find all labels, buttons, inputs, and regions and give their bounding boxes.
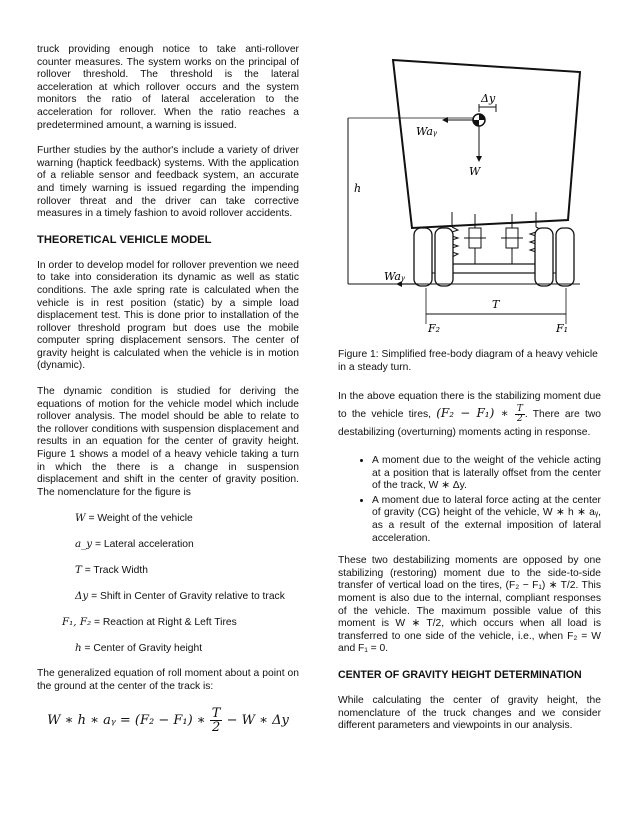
vehicle-body xyxy=(393,60,580,228)
center-of-gravity-marker xyxy=(473,114,485,126)
fraction-numerator: T xyxy=(211,705,221,721)
label-f1: F₁ xyxy=(556,322,569,335)
arrowhead xyxy=(476,156,482,162)
nomenclature-symbol: W xyxy=(75,512,86,525)
nomenclature-desc: = Weight of the vehicle xyxy=(85,513,193,525)
nomenclature-item xyxy=(37,512,299,526)
label-height: h xyxy=(354,182,362,195)
paragraph-stabilizing xyxy=(338,388,601,441)
nomenclature-symbol: a_y xyxy=(75,538,93,551)
section-heading-cg: CENTER OF GRAVITY HEIGHT DETERMINATION xyxy=(338,668,582,681)
left-column xyxy=(37,44,299,734)
list-item: • A moment due to the weight of the vehicle acting at a position that is laterally offset from the center of the track, W ∗ Δy. xyxy=(372,455,601,493)
nomenclature-symbol: F₁, F₂ xyxy=(62,616,92,629)
label-delta-y: Δy xyxy=(481,92,496,105)
paragraph-restoring: These two destabilizing moments are opposed by one stabilizing (restoring) moment due to the side-to-side transfer of vertical load on the tires, (F₂ − F₁) ∗ T/2. This moment is also due to the internal, compliant responses of the vehicle. The maximum possible value of this moment is W ∗ T/2, which occurs when all load is transferred to one side of the vehicle, i.e., when F₂ = W and F₁ = 0. xyxy=(338,555,601,655)
roll-moment-equation xyxy=(37,707,299,734)
nomenclature-symbol: h xyxy=(75,642,82,655)
nomenclature-item xyxy=(37,538,299,552)
paragraph-model: In order to develop model for rollover prevention we need to take into consideration its dynamic as well as static conditions. The axle spring rate is calculated when the vehicle is in rest position (static) by a simple load displacement test. This is done prior to installation of the rollover threshold program but does use the mobile computer spring displacement sensors. The center of gravity height is calculated when the vehicle is in motion (dynamic). xyxy=(37,259,299,372)
text-segment: . There are two destabilizing (overturning) moments acting in response. xyxy=(338,409,602,438)
section-heading-theoretical: THEORETICAL VEHICLE MODEL xyxy=(37,233,212,246)
fraction-denominator: 2 xyxy=(211,719,221,735)
nomenclature-desc: = Center of Gravity height xyxy=(81,643,203,655)
nomenclature-desc: = Lateral acceleration xyxy=(92,539,194,551)
equation-rhs: − W ∗ Δy xyxy=(222,712,289,728)
label-f2: F₂ xyxy=(428,322,441,335)
right-column xyxy=(338,388,601,746)
text-segment: In the above equation there is the stabilizing moment due to the vehicle tires, xyxy=(338,391,601,421)
paragraph-dynamic: The dynamic condition is studied for deriving the equations of motion for the vehicle model which include rollover analysis. The model should be able to relate to the rollover conditions with suspension displacement and results in an equation for the center of gravity height. Figure 1 shows a model of a heavy vehicle taking a turn in which the there is a change in suspension displacement and shift in the center of gravity position. The nomenclature for the figure is xyxy=(37,386,299,498)
label-weight: W xyxy=(469,165,481,178)
list-item: • A moment due to lateral force acting at the center of gravity (CG) height of the vehicle, W ∗ h ∗ aᵧ, as a result of the external imposition of lateral acceleration. xyxy=(372,495,601,545)
nomenclature-list xyxy=(37,512,299,656)
label-track: T xyxy=(492,298,500,311)
fraction-denominator: 2 xyxy=(516,414,523,424)
right-tires xyxy=(535,228,574,286)
nomenclature-symbol: T xyxy=(75,564,82,577)
fraction-numerator: T xyxy=(516,404,523,414)
nomenclature-desc: = Reaction at Right & Left Tires xyxy=(91,617,237,629)
paragraph-generalized: The generalized equation of roll moment about a point on the ground at the center of the track is: xyxy=(37,668,299,692)
paragraph-intro: truck providing enough notice to take anti-rollover counter measures. The system works on the principal of rollover threshold. The threshold is the lateral acceleration at which rollover occurs and the system monitors the ratio of lateral acceleration to the acceleration for rollover. When the ratio reaches a predetermined amount, a warning is issued. xyxy=(37,44,299,131)
nomenclature-symbol: Δy xyxy=(75,590,89,603)
inline-math: (F₂ − F₁) ∗ xyxy=(436,406,515,421)
nomenclature-item xyxy=(37,590,299,604)
destabilizing-moments-list xyxy=(338,455,601,545)
equation-lhs: W ∗ h ∗ aᵧ = (F₂ − F₁) ∗ xyxy=(47,712,210,728)
paragraph-cg: While calculating the center of gravity height, the nomenclature of the truck changes and we consider different parameters and viewpoints in our analysis. xyxy=(338,694,601,732)
inline-fraction xyxy=(515,405,525,424)
left-tires xyxy=(414,228,453,286)
figure-caption: Figure 1: Simplified free-body diagram of a heavy vehicle in a steady turn. xyxy=(338,349,598,373)
nomenclature-desc: = Track Width xyxy=(81,565,148,577)
axle-beam xyxy=(440,264,548,273)
label-way-bottom: Waᵧ xyxy=(384,270,406,283)
nomenclature-item xyxy=(37,642,299,656)
free-body-diagram xyxy=(340,42,602,342)
nomenclature-desc: = Shift in Center of Gravity relative to track xyxy=(88,591,285,603)
nomenclature-item xyxy=(37,616,299,630)
paragraph-driver-warning: Further studies by the author's include a variety of driver warning (haptick feedback) systems. With the application of a reliable sensor and feedback system, an accurate and timely warning is issued regarding the impending rollover threat and the driver can take corrective measures in a timely fashion to avoid rollover accidents. xyxy=(37,145,299,220)
label-way-top: Waᵧ xyxy=(416,125,438,138)
nomenclature-item xyxy=(37,564,299,578)
equation-fraction xyxy=(210,707,223,734)
